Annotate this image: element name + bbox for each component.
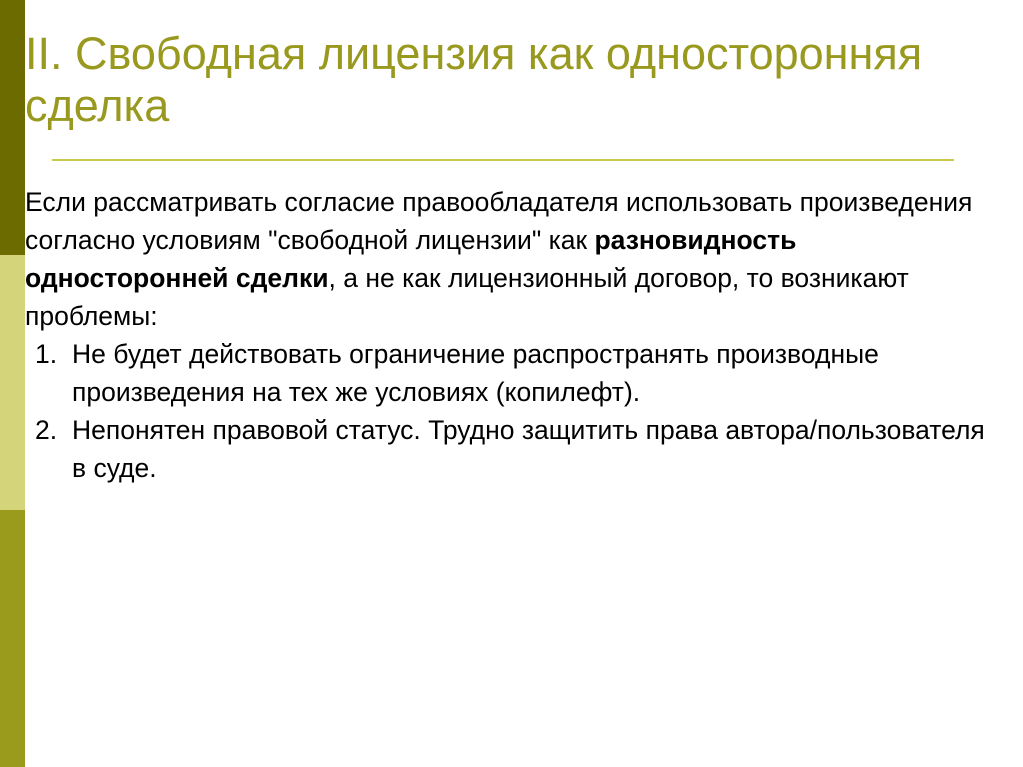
slide-title: II. Свободная лицензия как односторонняя сделка bbox=[25, 28, 923, 131]
intro-text-start: Если рассматривать согласие правообладателя использовать произведения согласно условиям "свободной лицензии" как bbox=[25, 187, 973, 255]
list-item-number: 1. bbox=[35, 339, 58, 369]
list-item bbox=[25, 335, 1000, 411]
list-item-number: 2. bbox=[35, 415, 58, 445]
side-bar-mid-segment bbox=[0, 510, 25, 767]
list-item bbox=[25, 411, 1000, 487]
side-bar-light-segment bbox=[0, 255, 25, 510]
list-item-text: Непонятен правовой статус. Трудно защитить права автора/пользователя в суде. bbox=[72, 415, 985, 483]
slide-body bbox=[25, 183, 1000, 487]
list-item-text: Не будет действовать ограничение распространять производные произведения на тех же условиях (копилефт). bbox=[72, 339, 879, 407]
intro-text-end: , а не как лицензионный договор, то возникают проблемы: bbox=[25, 263, 909, 331]
decorative-side-bar bbox=[0, 0, 25, 767]
intro-bold-phrase: разновидность односторонней сделки bbox=[25, 225, 797, 293]
intro-paragraph bbox=[25, 183, 1000, 335]
title-underline bbox=[52, 159, 954, 161]
side-bar-dark-segment bbox=[0, 0, 25, 255]
